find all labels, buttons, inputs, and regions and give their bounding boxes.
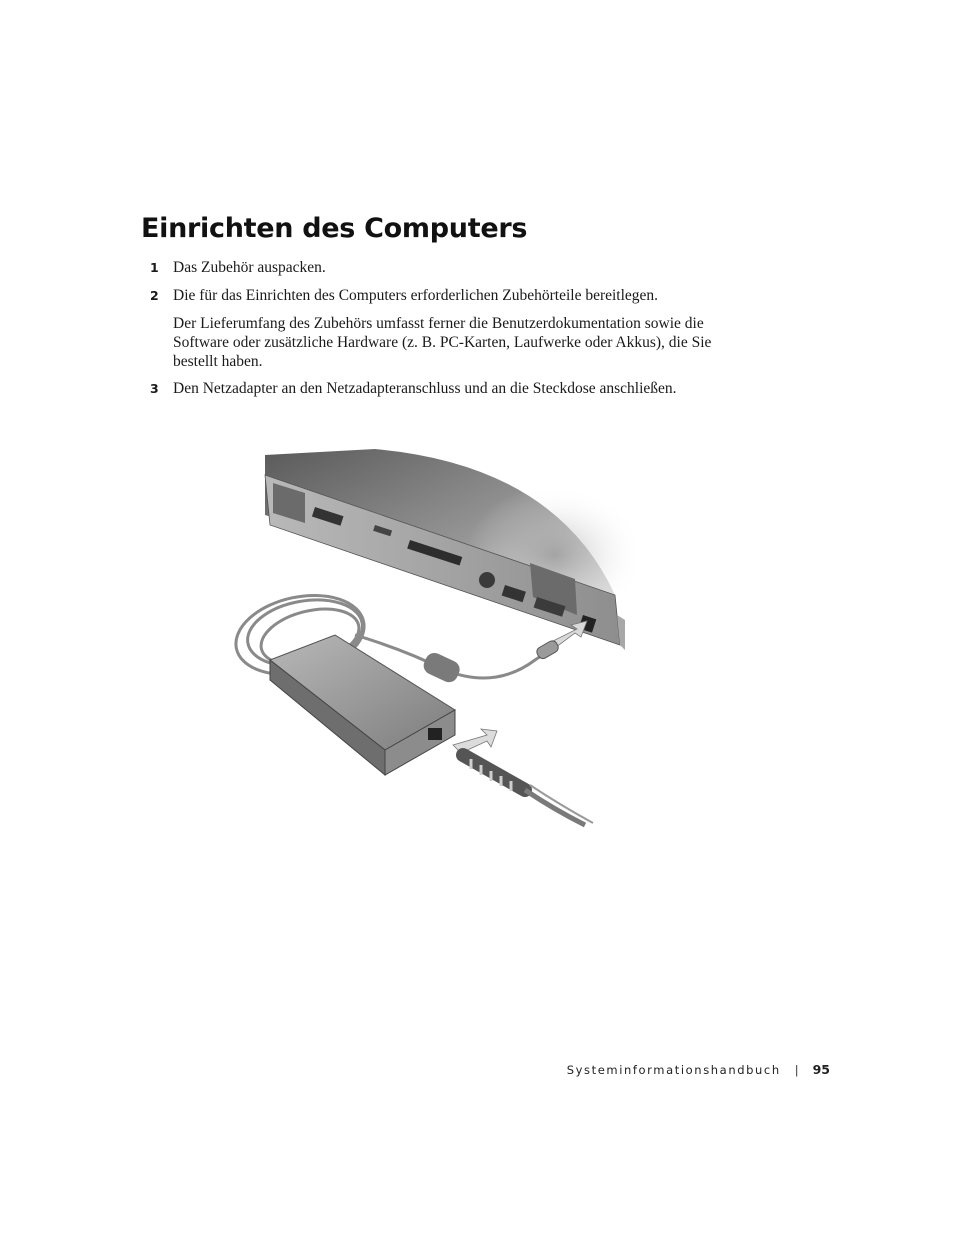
step-text: Die für das Einrichten des Computers erforderlichen Zubehörteile bereitlegen. (173, 287, 659, 304)
step-3 (150, 379, 750, 398)
step-number: 3 (150, 381, 159, 396)
step-number: 1 (150, 260, 159, 275)
laptop-rear-view (265, 449, 635, 650)
page-heading: Einrichten des Computers (141, 213, 528, 244)
ac-adapter-brick (270, 635, 455, 775)
step-2 (150, 286, 750, 305)
ac-adapter-illustration (225, 445, 635, 835)
step-2-note (173, 314, 733, 371)
footer-title: Systeminformationshandbuch (566, 1062, 781, 1077)
page-number: 95 (812, 1062, 830, 1077)
step-text: Den Netzadapter an den Netzadapteranschluss und an die Steckdose anschließen. (173, 380, 677, 397)
ac-power-cable (463, 755, 593, 825)
ac-inlet (428, 728, 442, 740)
note-line: Der Lieferumfang des Zubehörs umfasst ferner die Benutzerdokumentation sowie die (173, 315, 704, 332)
step-text: Das Zubehör auspacken. (173, 259, 326, 276)
dc-plug (535, 639, 560, 660)
step-number: 2 (150, 288, 159, 303)
ferrite-bead (421, 650, 463, 685)
footer-separator: | (794, 1062, 799, 1077)
note-line: Software oder zusätzliche Hardware (z. B. PC-Karten, Laufwerke oder Akkus), die Sie (173, 334, 712, 351)
note-line: bestellt haben. (173, 353, 263, 370)
page-footer (567, 1062, 830, 1077)
step-1 (150, 258, 750, 277)
